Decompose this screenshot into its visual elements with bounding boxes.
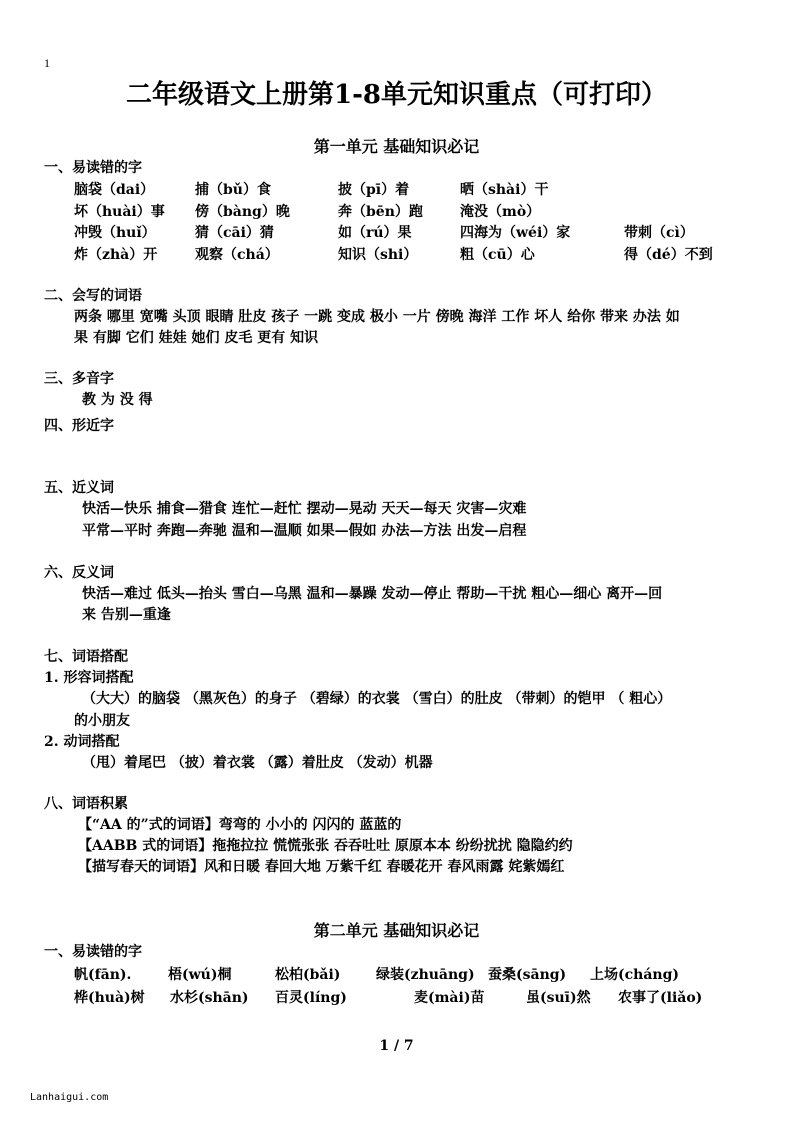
unit1-s4-heading: 四、形近字 (44, 418, 114, 434)
accumulation-line: 【AABB 式的词语】拖拖拉拉 慌慌张张 吞吞吐吐 原原本本 纷纷扰扰 隐隐约约 (78, 838, 573, 854)
pinyin-item: 带刺（cì） (624, 225, 694, 241)
pinyin-item: 虽(suī)然 (526, 990, 591, 1006)
unit1-s7-sub1: 1. 形容词搭配 (44, 670, 134, 686)
pinyin-item: 炸（zhà）开 (74, 247, 158, 263)
pinyin-item: 粗（cū）心 (460, 247, 535, 263)
pinyin-item: 傍（bàng）晚 (195, 204, 290, 220)
page-footer: 1 / 7 (379, 1038, 414, 1054)
collocation-line: （甩）着尾巴 （披）着衣裳 （露）着肚皮 （发动）机器 (82, 755, 433, 771)
pinyin-item: 百灵(líng) (275, 990, 347, 1006)
pinyin-item: 麦(mài)苗 (414, 990, 485, 1006)
unit1-s7-heading: 七、词语搭配 (44, 649, 128, 665)
accumulation-line: 【“AA 的”式的词语】弯弯的 小小的 闪闪的 蓝蓝的 (78, 817, 402, 833)
pinyin-item: 四海为（wéi）家 (460, 225, 571, 241)
page-title: 二年级语文上册第1-8单元知识重点（可打印） (126, 80, 667, 110)
page-corner-number: 1 (44, 56, 50, 70)
pinyin-item: 猜（cāi）猜 (195, 225, 274, 241)
unit1-title: 第一单元 基础知识必记 (313, 137, 480, 156)
pinyin-item: 水杉(shān) (170, 990, 249, 1006)
synonym-line: 平常—平时 奔跑—奔驰 温和—温顺 如果—假如 办法—方法 出发—启程 (82, 523, 527, 539)
pinyin-item: 知识（shi） (338, 247, 418, 263)
pinyin-item: 帆(fān). (74, 967, 132, 983)
pinyin-item: 梧(wú)桐 (168, 967, 232, 983)
pinyin-item: 桦(huà)树 (74, 990, 145, 1006)
pinyin-item: 奔（bēn）跑 (338, 204, 423, 220)
accumulation-line: 【描写春天的词语】风和日暖 春回大地 万紫千红 春暖花开 春风雨露 姹紫嫣红 (78, 859, 565, 875)
antonym-line: 来 告别—重逢 (82, 607, 171, 623)
unit1-s8-heading: 八、词语积累 (44, 796, 128, 812)
pinyin-item: 捕（bǔ）食 (195, 182, 271, 198)
unit2-s1-heading: 一、易读错的字 (44, 944, 142, 960)
antonym-line: 快活—难过 低头—抬头 雪白—乌黑 温和—暴躁 发动—停止 帮助—干扰 粗心—细心 离开—回 (82, 586, 663, 602)
pinyin-item: 脑袋（dai） (74, 182, 155, 198)
pinyin-item: 松柏(bǎi) (275, 967, 341, 983)
site-watermark: Lanhaigui.com (30, 1092, 109, 1103)
polyphone-line: 教 为 没 得 (82, 392, 153, 408)
pinyin-item: 蚕桑(sāng) (488, 967, 567, 983)
pinyin-item: 绿装(zhuāng) (376, 967, 475, 983)
pinyin-item: 农事了(liǎo) (618, 990, 703, 1006)
synonym-line: 快活—快乐 捕食—猎食 连忙—赶忙 摆动—晃动 天天—每天 灾害—灾难 (82, 501, 527, 517)
pinyin-item: 坏（huài）事 (74, 204, 165, 220)
pinyin-item: 冲毁（huǐ） (74, 225, 156, 241)
unit1-s3-heading: 三、多音字 (44, 371, 114, 387)
unit1-s7-sub2: 2. 动词搭配 (44, 734, 120, 750)
unit1-s5-heading: 五、近义词 (44, 480, 114, 496)
unit1-s1-heading: 一、易读错的字 (44, 160, 142, 176)
pinyin-item: 上场(cháng) (590, 967, 679, 983)
pinyin-item: 披（pī）着 (338, 182, 410, 198)
collocation-line: 的小朋友 (74, 713, 130, 729)
pinyin-item: 晒（shài）干 (460, 182, 549, 198)
pinyin-item: 如（rú）果 (338, 225, 412, 241)
collocation-line: （大大）的脑袋 （黑灰色）的身子 （碧绿）的衣裳 （雪白）的肚皮 （带刺）的铠甲 （ 粗心） (82, 691, 672, 707)
word-list-line: 两条 哪里 宽嘴 头顶 眼睛 肚皮 孩子 一跳 变成 极小 一片 傍晚 海洋 工作 坏人 给你 带来 办法 如 (74, 309, 680, 325)
unit1-s2-heading: 二、会写的词语 (44, 288, 142, 304)
unit2-title: 第二单元 基础知识必记 (313, 921, 480, 940)
pinyin-item: 观察（chá） (195, 247, 279, 263)
unit1-s6-heading: 六、反义词 (44, 565, 114, 581)
pinyin-item: 淹没（mò） (460, 204, 541, 220)
word-list-line: 果 有脚 它们 娃娃 她们 皮毛 更有 知识 (74, 330, 319, 346)
pinyin-item: 得（dé）不到 (624, 247, 713, 263)
